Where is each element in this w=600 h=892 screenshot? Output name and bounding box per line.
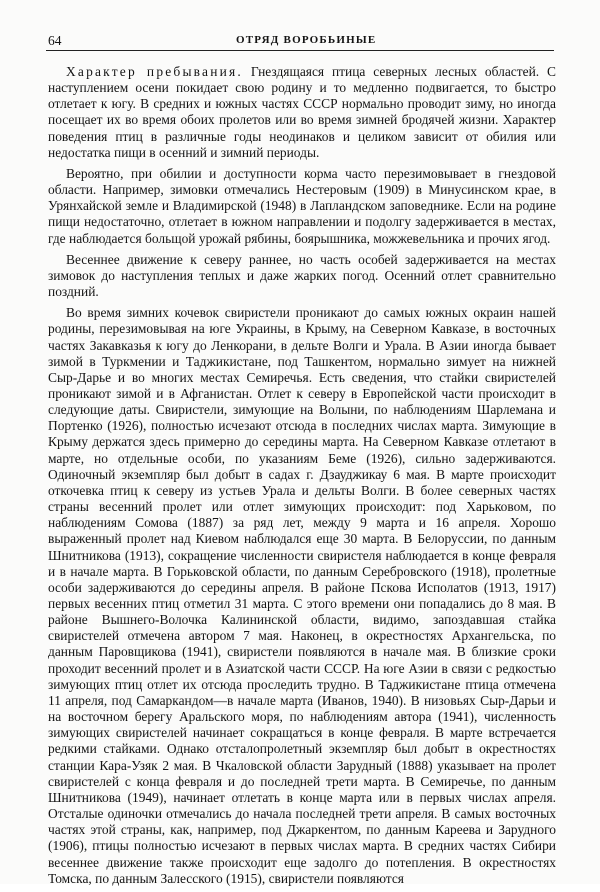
paragraph — [48, 305, 556, 887]
body-text — [48, 64, 556, 892]
running-title: ОТРЯД ВОРОБЬИНЫЕ — [236, 34, 377, 46]
paragraph-text: Во время зимних кочевок свиристели проникают до самых южных окраин нашей родины, перезимовывая на юге Украины, в Крыму, на Северном Кавказе, в восточных частях Закавказья к югу до Ленкорани, в дельте Волги и Урала. В Азии иногда бывает зимой в Туркмении и Таджикистане, под Ташкентом, нормально зимует на нижней Сыр-Дарье и во многих местах Семиречья. Есть сведения, что стайки свиристелей проникают зимой и в Афганистан. Отлет к северу в Европейской части происходит в следующие даты. Свиристели, зимующие на Волыни, по наблюдениям Шарлемана и Портенко (1926), полностью исчезают отсюда в последних числах марта. Зимующие в Крыму держатся здесь примерно до середины марта. На Северном Кавказе отлетают в марте, но отдельные особи, по указаниям Беме (1926), сильно задерживаются. Одиночный экземпляр был добыт в садах г. Дзауджикау 6 мая. В марте происходит откочевка птиц к северу из устьев Урала и дельты Волги. В более северных частях страны весенний пролет или отлет зимующих происходит: под Харьковом, по наблюдениям Сомова (1887) за ряд лет, между 9 марта и 16 апреля. Хорошо выраженный пролет над Киевом наблюдался еще 30 марта. В Белоруссии, по данным Шнитникова (1913), сокращение численности свиристеля наблюдается в конце февраля и в начале марта. В Горьковской области, по данным Серебровского (1918), пролетные особи задерживаются до середины апреля. В районе Пскова Исполатов (1913, 1917) первых весенних птиц отметил 31 марта. С этого времени они попадались до 8 мая. В районе Вышнего-Волочка Калининской области, видимо, запоздавшая стайка свиристелей отмечена автором 7 мая. Наконец, в окрестностях Архангельска, по данным Паровщикова (1941), свиристели появляются в начале мая. В близкие сроки проходит весенний пролет и в Азиатской части СССР. На юге Азии в связи с редкостью зимующих птиц отлет их отсюда проследить трудно. В Таджикистане птица отмечена 11 апреля, под Самаркандом—в начале марта (Иванов, 1940). В низовьях Сыр-Дарьи и на восточном берегу Аральского моря, по наблюдениям автора (1941), численность зимующих свиристелей начинает сокращаться в конце февраля. В марте встречается редкими стайками. Однако отсталопролетный экземпляр был добыт в окрестностях станции Кара-Узяк 2 мая. В Чкаловской области Зарудный (1888) указывает на пролет свиристелей с конца февраля и до последней трети марта. В Семиречье, по данным Шнитникова (1949), начинает отлетать в конце марта или в первых числах апреля. Отсталые одиночки отмечались до начала последней трети апреля. В самых восточных частях этой страны, как, например, под Джаркентом, по данным Кареева и Зарудного (1906), птицы полностью исчезают в первых числах марта. В средних частях Сибири весеннее движение также происходит еще задолго до потепления. В окрестностях Томска, по данным Залесского (1915), свиристели появляются — [48, 305, 556, 886]
paragraph — [48, 166, 556, 247]
section-lead: Характер пребывания. — [66, 64, 243, 79]
page-header — [46, 28, 554, 51]
page-number: 64 — [48, 33, 62, 48]
paragraph-text: Весеннее движение к северу раннее, но часть особей задерживается на местах зимовок до наступления теплых и даже жарких погод. Осенний отлет сравнительно поздний. — [48, 251, 556, 300]
paragraph — [48, 252, 556, 300]
paragraph-text: Гнездящаяся птица северных лесных областей. С наступлением осени покидает свою родину и то медленно подвигается, то быстро отлетает к югу. В средних и южных частях СССР нормально проводит зиму, но иногда посещает их во время обоих пролетов или во время зимней бродячей жизни. Характер поведения птиц в различные годы неодинаков и целиком зависит от обилия или недостатка пищи в осенний и зимний периоды. — [48, 64, 556, 160]
paragraph-text: Вероятно, при обилии и доступности корма часто перезимовывает в гнездовой области. Например, зимовки отмечались Нестеровым (1909) в Минусинском крае, в Урянхайской земле и Владимирской (1948) в Лапландском заповеднике. Если на родине пищи недостаточно, отлетает в южном направлении и подолгу задерживается в местах, где наблюдается больщой урожай рябины, боярышника, можжевельника и прочих ягод. — [48, 165, 556, 246]
paragraph — [48, 64, 556, 161]
